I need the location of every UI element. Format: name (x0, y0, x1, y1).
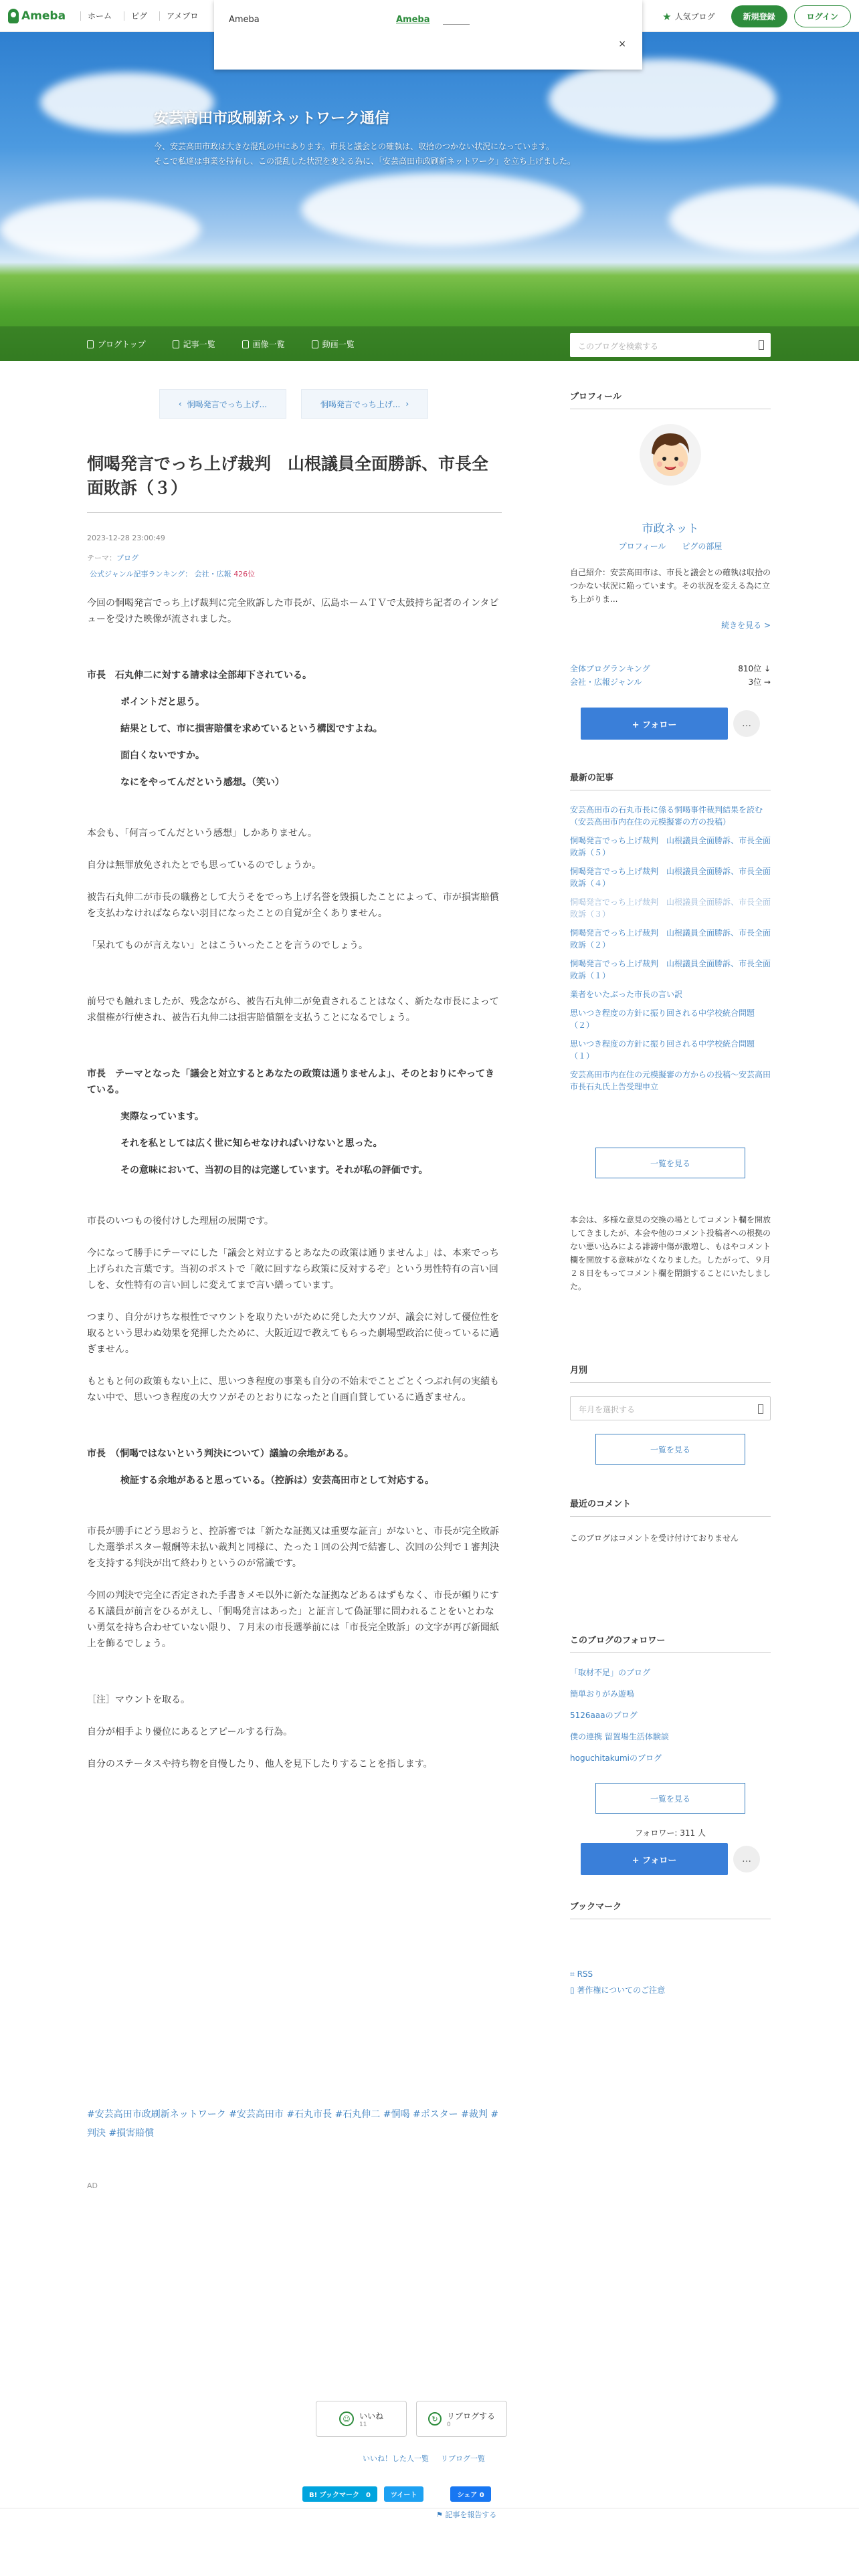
read-more-link[interactable]: 続きを見る > (721, 621, 771, 630)
blog-nav-top[interactable]: ブログトップ (87, 338, 146, 350)
hashtag-link[interactable]: #安芸高田市政刷新ネットワーク (87, 2109, 226, 2120)
top-nav-pigg[interactable]: ピグ (124, 10, 147, 21)
profile-heading: プロフィール (570, 389, 771, 409)
profile-link[interactable]: プロフィール (618, 542, 666, 551)
avatar-face-icon (640, 424, 701, 486)
title-divider (87, 512, 502, 513)
blog-nav (0, 326, 859, 361)
bookmark-section (570, 1899, 771, 1919)
profile-links (570, 540, 771, 552)
pigg-room-link[interactable]: ピグの部屋 (682, 542, 723, 551)
follow-button-2[interactable]: + フォロー (581, 1843, 728, 1875)
register-button[interactable]: 新規登録 (731, 5, 787, 27)
popular-blog-link[interactable]: ★ 人気ブログ (662, 10, 715, 23)
image-icon (242, 340, 249, 348)
recent-entry-link[interactable]: 恫喝発言でっち上げ裁判 山根議員全面勝訴、市長全面敗訴（１） (570, 959, 771, 980)
like-count: 11 (359, 2421, 367, 2428)
hashtag-link[interactable]: #石丸伸二 (335, 2109, 381, 2120)
follower-link[interactable]: 5126aaaのブログ (570, 1711, 638, 1720)
reblog-button[interactable]: ↻ リブログする 0 (416, 2401, 507, 2437)
profile-description: 自己紹介：安芸高田市は、市長と議会との確執は収拾のつかない状況に陥っています。その状況を変える為に立ち上がりま... (570, 568, 771, 604)
article-title[interactable]: 恫喝発言でっち上げ裁判 山根議員全面勝訴、市長全面敗訴（３） (87, 454, 489, 498)
flag-icon: ⚑ (436, 2510, 446, 2519)
follower-link[interactable]: hoguchitakumiのブログ (570, 1753, 662, 1763)
list-icon (173, 340, 179, 348)
bookmark-list (570, 1966, 665, 1998)
popup-link[interactable]: Ameba (396, 15, 430, 25)
chevron-left-icon: ‹ (178, 399, 182, 409)
facebook-share-button[interactable]: シェア 0 (450, 2486, 490, 2502)
doc-icon: ▯ (570, 1985, 577, 1995)
close-icon[interactable]: × (618, 39, 626, 49)
month-list-button[interactable]: 一覧を見る (595, 1434, 745, 1465)
article-date: 2023-12-28 23:00:49 (87, 534, 165, 542)
more-options-icon[interactable]: … (733, 1846, 760, 1872)
top-nav-home[interactable]: ホーム (80, 10, 112, 21)
like-button[interactable]: ☺ いいね 11 (316, 2401, 407, 2437)
cloud-decoration (549, 59, 776, 139)
follower-count: フォロワー: 311 人 (635, 1828, 706, 1838)
chevron-down-icon (758, 1404, 763, 1414)
profile-name[interactable]: 市政ネット (642, 522, 699, 536)
article-ranking: 公式ジャンル記事ランキング： 会社・広報 426位 (90, 570, 256, 578)
more-options-icon[interactable]: … (733, 710, 760, 737)
recent-entry-current[interactable]: 恫喝発言でっち上げ裁判 山根議員全面勝訴、市長全面敗訴（３） (570, 897, 771, 919)
comment-policy-note: 本会は、多様な意見の交換の場としてコメント欄を開放してきましたが、本会や他のコメント投稿者への根拠のない悪い込みによる誹謗中傷が激増し、もはやコメント欄を開放する意味がなくなりました。したがって、９月２８日をもってコメント欄を閉鎖することにいたしました。 (570, 1215, 771, 1291)
avatar[interactable] (640, 424, 701, 486)
recent-entry-link[interactable]: 安芸高田市内在住の元模擬審の方からの投稿～安芸高田市長石丸氏上告受理申立 (570, 1070, 771, 1091)
hashtag-link[interactable]: #ポスター (412, 2109, 458, 2120)
follow-button[interactable]: + フォロー (581, 708, 728, 740)
login-button[interactable]: ログイン (794, 5, 851, 27)
recent-list-button[interactable]: 一覧を見る (595, 1148, 745, 1178)
blog-nav-images[interactable]: 画像一覧 (242, 338, 285, 350)
followers-list-button[interactable]: 一覧を見る (595, 1783, 745, 1814)
follower-link[interactable]: 僕の連携 留置場生活体験談 (570, 1732, 669, 1741)
recent-entry-link[interactable]: 業者をいたぶった市長の言い訳 (570, 990, 683, 999)
ameba-logo-icon (8, 9, 19, 23)
top-right-actions (662, 5, 851, 27)
followers-heading: このブログのフォロワー (570, 1633, 771, 1653)
popup-underline (443, 24, 470, 25)
cloud-decoration (669, 186, 859, 253)
follower-link[interactable]: 簡単おりがみ遊嗚 (570, 1689, 635, 1699)
recent-comments (570, 1497, 771, 1545)
recent-entry-link[interactable]: 恫喝発言でっち上げ裁判 山根議員全面勝訴、市長全面敗訴（２） (570, 928, 771, 950)
reblog-list-link[interactable]: リブログ一覧 (441, 2454, 485, 2463)
chevron-right-icon: › (405, 399, 409, 409)
hatena-bookmark-button[interactable]: B! ブックマーク 0 (302, 2486, 377, 2502)
overall-ranking-link[interactable]: 全体ブログランキング (570, 664, 650, 673)
next-article-button[interactable]: 恫喝発言でっち上げ... › (301, 389, 428, 419)
blog-ranking: 全体ブログランキング 810位 ↓ 会社・広報ジャンル 3位 → (570, 662, 771, 689)
blog-followers (570, 1633, 771, 1774)
star-icon: ★ (662, 10, 672, 23)
reaction-links (363, 2453, 485, 2464)
recent-heading: 最新の記事 (570, 770, 771, 790)
recent-entry-link[interactable]: 思いつき程度の方針に振り回される中学校統合問題（２） (570, 1008, 755, 1030)
bookmark-heading: ブックマーク (570, 1899, 771, 1919)
top-nav (80, 10, 198, 21)
hashtag-link[interactable]: #石丸市長 (286, 2109, 332, 2120)
blog-search-input[interactable]: このブログを検索する (570, 333, 771, 357)
hashtag-link[interactable]: #損害賠償 (108, 2128, 155, 2139)
tweet-button[interactable]: ツイート (384, 2486, 424, 2502)
recent-entry-link[interactable]: 恫喝発言でっち上げ裁判 山根議員全面勝訴、市長全面敗訴（４） (570, 867, 771, 888)
reblog-icon: ↻ (428, 2412, 442, 2426)
genre-ranking-link[interactable]: 会社・広報ジャンル (570, 677, 642, 687)
article-body: 今回の恫喝発言でっち上げ裁判に完全敗訴した市長が、広島ホームＴＶで太鼓持ち記者のインタビューを受けた映像が流されました。 市長 石丸伸二に対する請求は全部却下されている。 ポイントだと思う。 結果として、市に損害賠償を求めているという構図ですよね。 面白くないですか。 なにをやってんだという感想。（笑い） 本会も、「何言ってんだという感想」しかありません。 自分は無罪放免されたとでも思っているのでしょうか。 被告石丸伸二が市長の職務として大うそをでっち上げ名誉を毀損したことによって、市が損害賠償を支払わなければならない羽目になったことの自覚が全くありません。 「呆れてものが言えない」とはこういったことを言うのでしょう。 前号でも触れましたが、残念ながら、被告石丸伸二が免責されることはなく、新たな市長によって求償権が行使され、被告石丸伸二は損害賠償額を支払うことになるでしょう。 市長 テーマとなった「議会と対立するとあなたの政策は通りませんよ」、そのとおりにやってきている。 実際なっています。 それを私としては広く世に知らせなければいけないと思った。 その意味において、当初の目的は完遂しています。それが私の評価です。 市長のいつもの後付けした理屈の展開です。 今になって勝手にテーマにした「議会と対立するとあなたの政策は通りませんよ」は、本来でっち上げられた言葉です。当初のポストで「敵に回すなら政策に反対するぞ」という男性特有の言い回しを、女性特有の言い回しに変えてまで言い繕っています。 つまり、自分がけちな根性でマウントを取りたいがために発した大ウソが、議会に対して優位性を取るという思わぬ効果を発揮したために、大阪近辺で教えてもらった劇場型政治に使っているに過ぎません。 もともと何の政策もない上に、思いつき程度の事業も自分の不始末でことごとくつぶれ何の実績もない中で、思いつき程度の大ウソがそのとおりになったと自画自賛しているに過ぎません。 市長 （恫喝ではないという判決について）議論の余地がある。 検証する余地があると思っている。（控訴は）安芸高田市として対応する。 市長が勝手にどう思おうと、控訴審では「新たな証拠又は重要な証言」がないと、市長が完全敗訴した選挙ポスター報酬等未払い裁判と同様に、たった１回の公判で結審し、次回の公判で１審判決を支持する判決が出て終わりというのが常識です。 今回の判決で完全に否定された手書きメモ以外に新たな証拠などあるはずもなく、市長が頼りにするＫ議員が前言をひるがえし、「恫喝発言はあった」と証言して偽証罪に問われることをいとわない勇気を持ち合わせていない限り、７月末の市長選挙前には「市長完全敗訴」の文字が再び新聞紙上を飾るでしょう。 ［注］マウントを取る。 自分が相手より優位にあるとアピールする行為。 自分のステータスや持ち物を自慢したり、他人を見下したりすることを指します。 (87, 598, 499, 1769)
article-theme: テーマ：ブログ (87, 554, 138, 562)
blog-header (0, 32, 859, 361)
share-buttons (302, 2486, 491, 2502)
comment-heading: 最近のコメント (570, 1497, 771, 1517)
search-icon[interactable] (759, 340, 764, 350)
hashtag-link[interactable]: #恫喝 (383, 2109, 410, 2120)
article-pager (159, 389, 428, 419)
like-people-link[interactable]: いいね！した人一覧 (363, 2454, 429, 2463)
hashtag-link[interactable]: #安芸高田市 (229, 2109, 284, 2120)
cloud-decoration (0, 199, 201, 259)
rss-link[interactable]: ⌗ RSS (570, 1969, 593, 1979)
reaction-buttons (316, 2401, 507, 2437)
blog-nav-entries[interactable]: 記事一覧 (173, 338, 215, 350)
ranking-genre-link[interactable]: 会社・広報 (194, 570, 231, 578)
comment-text: このブログはコメントを受け付けておりません (570, 1533, 739, 1543)
hashtag-list (87, 2105, 502, 2143)
blog-description: 今、安芸高田市政は大きな混乱の中にあります。市長と議会との確執は、収拾のつかない状況になっています。 そこで私達は事業を持有し、この混乱した状況を変える為に、「安芸高田市政刷新ネットワーク」を立ち上げました。 (154, 142, 576, 166)
popup-label: Ameba (229, 15, 260, 25)
monthly-archive (570, 1363, 771, 1420)
cloud-decoration (301, 173, 582, 246)
prev-article-button[interactable]: ‹ 恫喝発言でっち上げ... (159, 389, 286, 419)
ranking-position: 426位 (233, 570, 256, 578)
recent-entries (570, 770, 771, 1099)
blog-nav-videos[interactable]: 動画一覧 (312, 338, 355, 350)
smile-icon: ☺ (339, 2411, 354, 2426)
recent-entry-link[interactable]: 安芸高田市の石丸市長に係る恫喝事件裁判結果を読む（安芸高田市内在住の元模擬審の方の投稿） (570, 805, 763, 827)
recent-entry-link[interactable]: 思いつき程度の方針に振り回される中学校統合問題（１） (570, 1039, 755, 1061)
month-heading: 月別 (570, 1363, 771, 1383)
recent-entry-link[interactable]: 恫喝発言でっち上げ裁判 山根議員全面勝訴、市長全面敗訴（５） (570, 836, 771, 857)
ameba-popup (214, 0, 642, 70)
theme-link[interactable]: ブログ (116, 554, 138, 562)
rss-icon: ⌗ (570, 1969, 577, 1979)
ameba-logo[interactable]: Ameba (8, 9, 66, 23)
hashtag-link[interactable]: #裁判 (461, 2109, 488, 2120)
video-icon (312, 340, 318, 348)
top-nav-ameblo[interactable]: アメブロ (159, 10, 198, 21)
follower-link[interactable]: 「取材不足」のブログ (570, 1668, 651, 1677)
reblog-count: 0 (446, 2421, 451, 2428)
month-select[interactable]: 年月を選択する (570, 1396, 771, 1420)
ad-label: AD (87, 2181, 98, 2190)
blog-title[interactable]: 安芸高田市政刷新ネットワーク通信 (154, 110, 390, 127)
report-link[interactable]: ⚑ 記事を報告する (436, 2510, 497, 2519)
home-icon (87, 340, 94, 348)
hashtag-link[interactable]: #判決 (87, 2109, 499, 2139)
copyright-link[interactable]: ▯ 著作権についてのご注意 (570, 1985, 666, 1995)
